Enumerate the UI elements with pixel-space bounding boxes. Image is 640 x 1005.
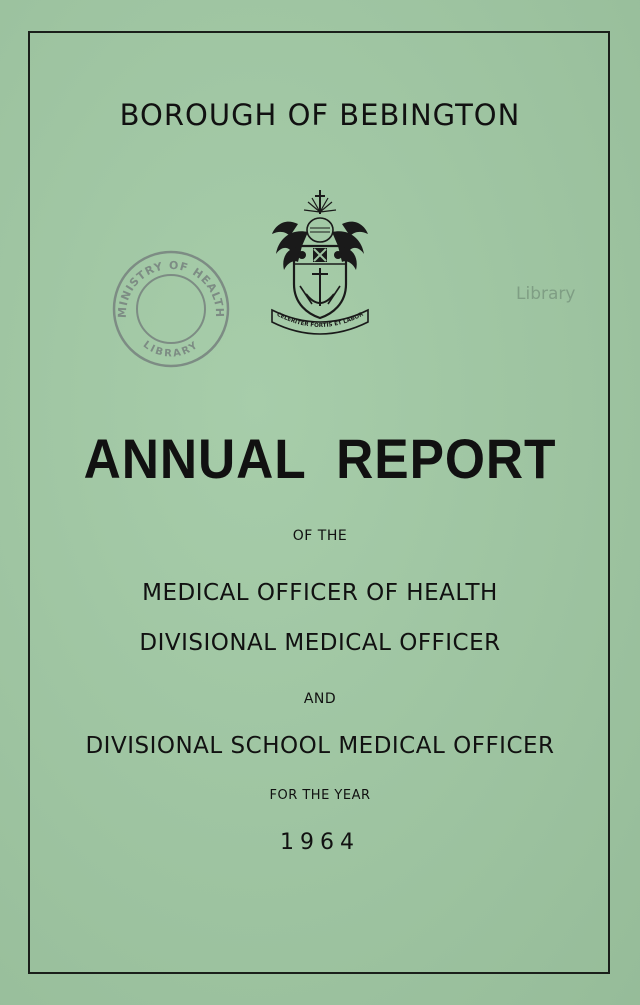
- divisional-medical-officer: DIVISIONAL MEDICAL OFFICER: [139, 630, 501, 656]
- of-the-text: OF THE: [292, 528, 348, 544]
- report-year: 1964: [280, 830, 360, 855]
- crest-motto: CELERITER FORTIS ET LABOR: [275, 311, 365, 330]
- and-text: AND: [303, 691, 337, 707]
- borough-heading: BOROUGH OF BEBINGTON: [119, 98, 521, 132]
- divisional-school-medical-officer: DIVISIONAL SCHOOL MEDICAL OFFICER: [85, 733, 555, 759]
- stamp-bottom-text: LIBRARY: [140, 339, 202, 360]
- library-stamp-icon: [108, 248, 234, 370]
- for-the-year-text: FOR THE YEAR: [269, 788, 371, 803]
- medical-officer-of-health: MEDICAL OFFICER OF HEALTH: [142, 580, 498, 606]
- report-title: ANNUAL REPORT: [83, 427, 557, 490]
- coat-of-arms-icon: [268, 188, 372, 344]
- library-mark: Library: [516, 284, 576, 304]
- stamp-top-text: MINISTRY OF HEALTH: [115, 258, 227, 319]
- svg-text:CELERITER FORTIS ET LABOR: [276, 311, 366, 329]
